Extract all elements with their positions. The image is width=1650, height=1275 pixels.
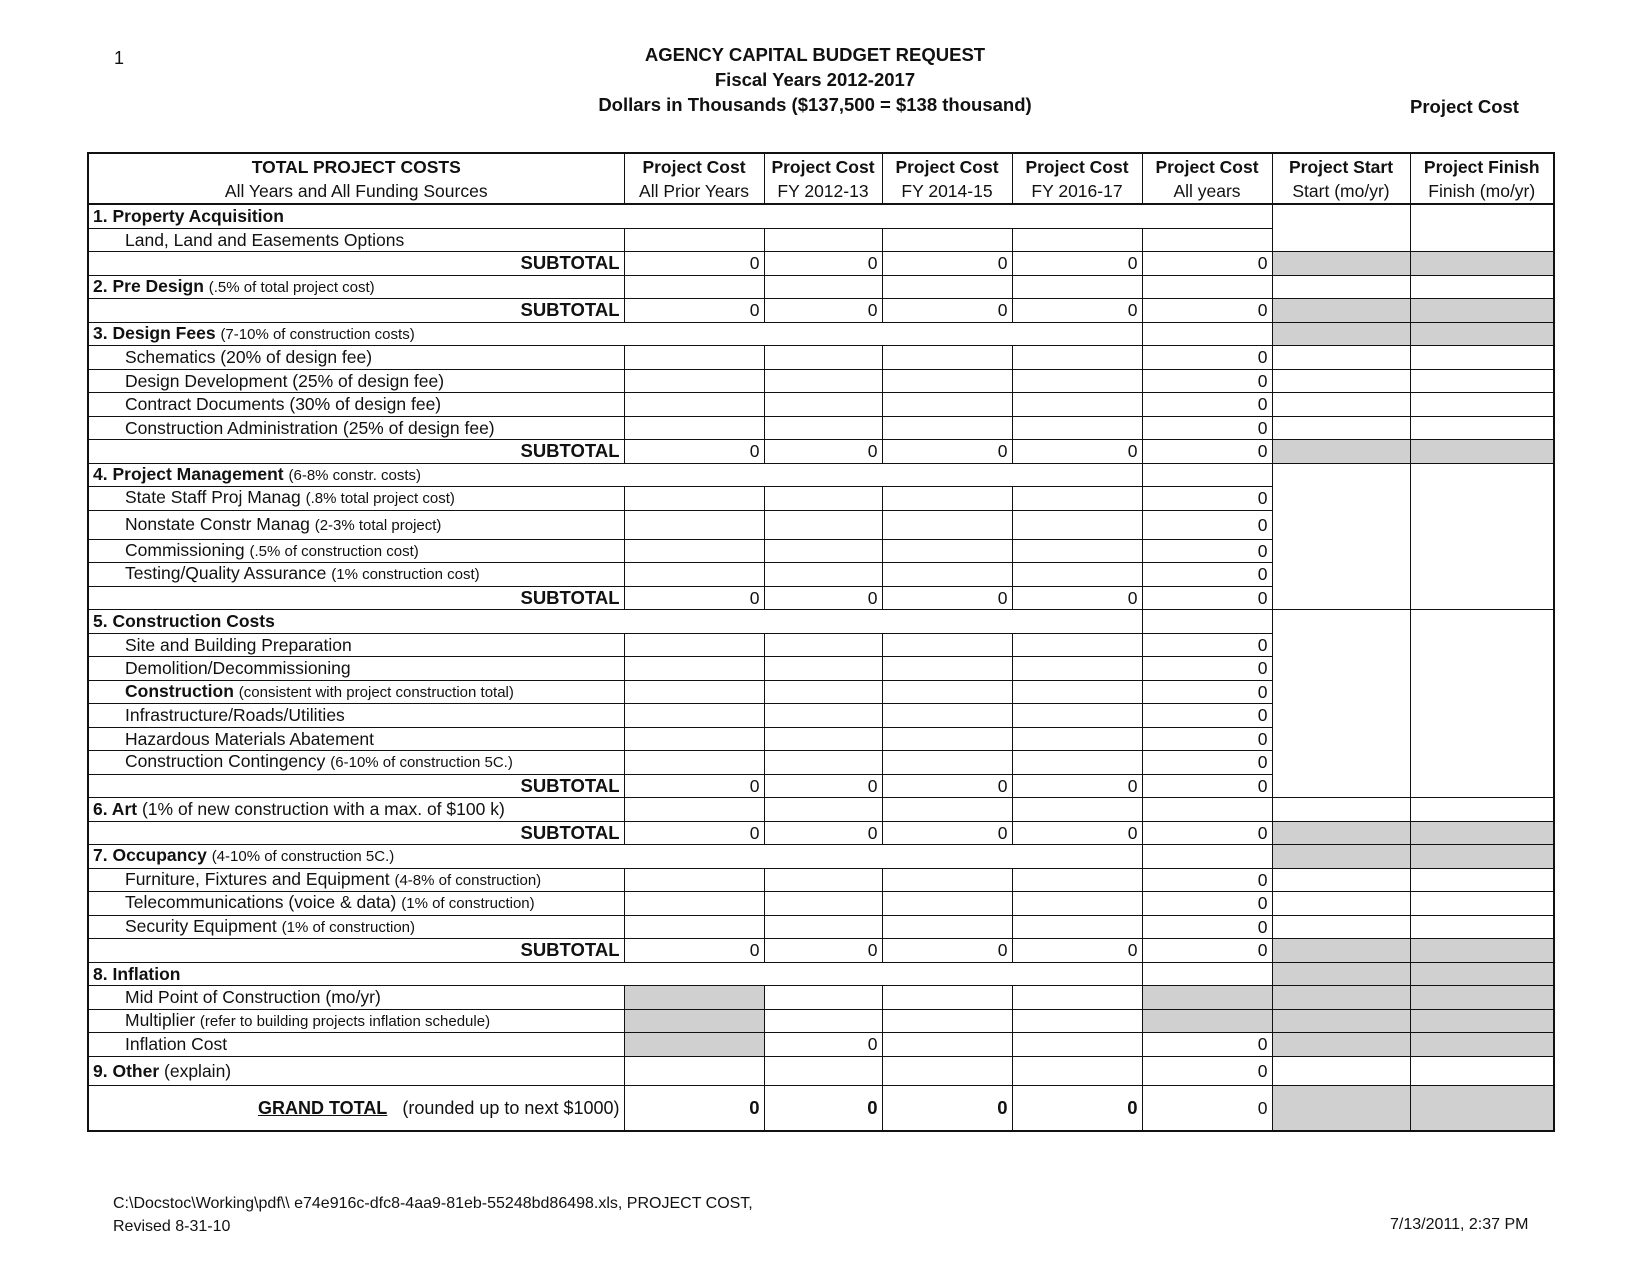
input-cell[interactable] [624,680,764,704]
input-cell[interactable] [624,798,764,822]
subtotal-row [88,252,1554,276]
input-cell[interactable] [624,704,764,728]
section-title: 2. Pre Design (.5% of total project cost) [88,275,624,299]
header-right-label: Project Cost [1410,96,1519,117]
table-row [88,369,1554,393]
value-cell: 0 [764,252,882,276]
input-cell[interactable] [1410,275,1554,299]
input-cell[interactable] [764,510,882,539]
input-cell[interactable] [764,393,882,417]
input-cell[interactable] [1410,915,1554,939]
input-cell[interactable] [882,1033,1012,1057]
input-cell[interactable] [1012,915,1142,939]
value-cell: 0 [1142,915,1272,939]
value-cell: 0 [764,821,882,845]
value-cell: 0 [624,252,764,276]
grand-total-value: 0 [1012,1085,1142,1131]
input-cell[interactable] [764,633,882,657]
section-header-row [88,845,1554,869]
section-header-row [88,322,1554,346]
section-header-row [88,610,1554,634]
section-title: 8. Inflation [88,962,1142,986]
input-cell[interactable] [882,868,1012,892]
input-cell[interactable] [764,346,882,370]
section-title: 6. Art (1% of new construction with a max. of $100 k) [88,798,624,822]
input-cell[interactable] [764,228,882,252]
input-cell[interactable] [1012,727,1142,751]
value-cell: 0 [624,939,764,963]
input-cell[interactable] [882,393,1012,417]
value-cell: 0 [764,939,882,963]
subtotal-row [88,299,1554,323]
section-title: 9. Other (explain) [88,1056,624,1085]
section-header-row [88,463,1554,487]
section-title: 7. Occupancy (4-10% of construction 5C.) [88,845,1142,869]
input-cell[interactable] [624,1056,764,1085]
input-cell[interactable] [624,892,764,916]
table-row [88,393,1554,417]
value-cell: 0 [1142,868,1272,892]
line-item-label: Testing/Quality Assurance (1% construction cost) [88,563,624,587]
line-item-label: Multiplier (refer to building projects inflation schedule) [88,1009,624,1033]
section-title: 3. Design Fees (7-10% of construction costs) [88,322,1142,346]
value-cell: 0 [1142,369,1272,393]
input-cell[interactable] [764,369,882,393]
input-cell[interactable] [624,369,764,393]
value-cell: 0 [882,939,1012,963]
footer-file-path: C:\Docstoc\Working\pdf\\ e74e916c-dfc8-4aa9-81eb-55248bd86498.xls, PROJECT COST, [113,1195,753,1212]
value-cell: 0 [1012,299,1142,323]
page-subtitle: Fiscal Years 2012-2017 [714,69,916,90]
input-cell[interactable] [764,986,882,1010]
header-cell: Project Cost FY 2012-13 [764,153,882,204]
input-cell[interactable] [882,798,1012,822]
input-cell[interactable] [1012,416,1142,440]
value-cell: 0 [624,821,764,845]
line-item-label: Site and Building Preparation [88,633,624,657]
value-cell: 0 [1142,1033,1272,1057]
value-cell: 0 [1142,680,1272,704]
budget-table [87,152,1555,1132]
input-cell[interactable] [1272,369,1410,393]
input-cell[interactable] [882,727,1012,751]
input-cell[interactable] [882,416,1012,440]
input-cell[interactable] [882,563,1012,587]
input-cell[interactable] [1410,892,1554,916]
input-cell[interactable] [1012,487,1142,511]
subtotal-label: SUBTOTAL [88,939,624,963]
input-cell[interactable] [1272,610,1410,798]
section-title: 5. Construction Costs [88,610,1142,634]
footer-revised: Revised 8-31-10 [113,1218,231,1235]
input-cell[interactable] [624,275,764,299]
input-cell[interactable] [764,563,882,587]
input-cell[interactable] [1012,798,1142,822]
value-cell: 0 [882,774,1012,798]
grand-total-value: 0 [1142,1085,1272,1131]
value-cell: 0 [764,299,882,323]
input-cell[interactable] [1272,1056,1410,1085]
input-cell[interactable] [624,539,764,563]
line-item-label: Inflation Cost [88,1033,624,1057]
input-cell[interactable] [1012,892,1142,916]
table-row [88,416,1554,440]
header-cell: Project Start Start (mo/yr) [1272,153,1410,204]
input-cell[interactable] [882,369,1012,393]
input-cell[interactable] [882,892,1012,916]
value-cell: 0 [882,821,1012,845]
section-header-row [88,798,1554,822]
input-cell[interactable] [882,915,1012,939]
input-cell[interactable] [1272,463,1410,610]
line-item-label: Telecommunications (voice & data) (1% of construction) [88,892,624,916]
line-item-label: Mid Point of Construction (mo/yr) [88,986,624,1010]
input-cell[interactable] [1272,275,1410,299]
line-item-label: Construction (consistent with project construction total) [88,680,624,704]
value-cell: 0 [764,586,882,610]
value-cell: 0 [1142,704,1272,728]
input-cell[interactable] [624,915,764,939]
subtotal-label: SUBTOTAL [88,299,624,323]
input-cell[interactable] [1410,610,1554,798]
input-cell[interactable] [624,393,764,417]
input-cell[interactable] [882,539,1012,563]
section-header-row [88,204,1554,228]
line-item-label: Schematics (20% of design fee) [88,346,624,370]
line-item-label: Infrastructure/Roads/Utilities [88,704,624,728]
input-cell[interactable] [882,228,1012,252]
value-cell: 0 [1142,563,1272,587]
page-number: 1 [114,48,125,68]
input-cell[interactable] [624,510,764,539]
value-cell: 0 [1142,892,1272,916]
header-cell: Project Cost FY 2014-15 [882,153,1012,204]
value-cell: 0 [1142,539,1272,563]
input-cell[interactable] [624,727,764,751]
header-cell: Project Cost All years [1142,153,1272,204]
input-cell[interactable] [764,680,882,704]
table-header-row [88,153,1554,204]
input-cell[interactable] [764,892,882,916]
input-cell[interactable] [624,657,764,681]
value-cell: 0 [1142,727,1272,751]
subtotal-label: SUBTOTAL [88,774,624,798]
input-cell[interactable] [764,798,882,822]
value-cell: 0 [1142,440,1272,464]
header-cell: TOTAL PROJECT COSTS All Years and All Funding Sources [88,153,624,204]
subtotal-row [88,821,1554,845]
input-cell[interactable] [1012,369,1142,393]
input-cell[interactable] [1272,393,1410,417]
value-cell: 0 [882,252,1012,276]
line-item-label: Construction Contingency (6-10% of construction 5C.) [88,751,624,775]
input-cell[interactable] [624,346,764,370]
value-cell: 0 [1142,487,1272,511]
grand-total-value: 0 [882,1085,1012,1131]
value-cell: 0 [1012,939,1142,963]
input-cell[interactable] [624,868,764,892]
input-cell[interactable] [764,751,882,775]
input-cell[interactable] [1012,633,1142,657]
input-cell[interactable] [1012,563,1142,587]
line-item-label: Design Development (25% of design fee) [88,369,624,393]
value-cell: 0 [1142,252,1272,276]
input-cell[interactable] [882,487,1012,511]
input-cell[interactable] [1142,275,1272,299]
value-cell: 0 [882,586,1012,610]
input-cell[interactable] [1410,416,1554,440]
section-title: 4. Project Management (6-8% constr. costs) [88,463,1142,487]
value-cell: 0 [624,299,764,323]
input-cell[interactable] [1012,393,1142,417]
input-cell[interactable] [1012,346,1142,370]
value-cell: 0 [1142,416,1272,440]
value-cell: 0 [1142,393,1272,417]
value-cell: 0 [1142,657,1272,681]
input-cell[interactable] [1012,1056,1142,1085]
input-cell[interactable] [1012,680,1142,704]
input-cell[interactable] [882,275,1012,299]
line-item-label: Hazardous Materials Abatement [88,727,624,751]
input-cell[interactable] [882,346,1012,370]
value-cell: 0 [882,299,1012,323]
input-cell[interactable] [764,704,882,728]
header-cell: Project Cost All Prior Years [624,153,764,204]
input-cell[interactable] [624,633,764,657]
input-cell[interactable] [1012,986,1142,1010]
input-cell[interactable] [1012,868,1142,892]
section-header-row [88,275,1554,299]
input-cell[interactable] [764,868,882,892]
input-cell[interactable] [1272,346,1410,370]
value-cell: 0 [1142,1056,1272,1085]
value-cell: 0 [1012,252,1142,276]
value-cell: 0 [1142,821,1272,845]
input-cell[interactable] [1012,657,1142,681]
value-cell: 0 [624,586,764,610]
subtotal-label: SUBTOTAL [88,440,624,464]
line-item-label: Construction Administration (25% of design fee) [88,416,624,440]
value-cell: 0 [1012,821,1142,845]
input-cell[interactable] [882,751,1012,775]
input-cell[interactable] [1410,1056,1554,1085]
input-cell[interactable] [764,1056,882,1085]
grand-total-row [88,1085,1554,1131]
input-cell[interactable] [1012,510,1142,539]
input-cell[interactable] [882,1009,1012,1033]
input-cell[interactable] [764,416,882,440]
input-cell[interactable] [1272,416,1410,440]
value-cell: 0 [882,440,1012,464]
input-cell[interactable] [1272,868,1410,892]
value-cell: 0 [764,774,882,798]
grand-total-value: 0 [624,1085,764,1131]
header-cell: Project Finish Finish (mo/yr) [1410,153,1554,204]
value-cell: 0 [1012,774,1142,798]
input-cell[interactable] [882,657,1012,681]
input-cell[interactable] [882,633,1012,657]
input-cell[interactable] [764,539,882,563]
input-cell[interactable] [1410,346,1554,370]
value-cell: 0 [624,774,764,798]
header-cell: Project Cost FY 2016-17 [1012,153,1142,204]
line-item-label: Commissioning (.5% of construction cost) [88,539,624,563]
input-cell[interactable] [764,727,882,751]
input-cell[interactable] [764,487,882,511]
table-row [88,868,1554,892]
input-cell[interactable] [764,1009,882,1033]
table-row [88,346,1554,370]
value-cell: 0 [1142,774,1272,798]
input-cell[interactable] [1012,704,1142,728]
line-item-label: Land, Land and Easements Options [88,228,624,252]
value-cell: 0 [1142,510,1272,539]
input-cell[interactable] [1012,751,1142,775]
input-cell[interactable] [1142,228,1272,252]
subtotal-label: SUBTOTAL [88,821,624,845]
value-cell: 0 [1142,346,1272,370]
line-item-label: Demolition/Decommissioning [88,657,624,681]
table-row [88,915,1554,939]
value-cell: 0 [1012,440,1142,464]
input-cell[interactable] [624,487,764,511]
input-cell[interactable] [882,986,1012,1010]
input-cell[interactable] [1410,463,1554,610]
input-cell[interactable] [1272,915,1410,939]
input-cell[interactable] [1012,539,1142,563]
input-cell[interactable] [624,416,764,440]
table-row [88,986,1554,1010]
value-cell: 0 [1142,633,1272,657]
line-item-label: Nonstate Constr Manag (2-3% total project) [88,510,624,539]
page-title: AGENCY CAPITAL BUDGET REQUEST [644,44,986,65]
subtotal-row [88,939,1554,963]
line-item-label: Furniture, Fixtures and Equipment (4-8% of construction) [88,868,624,892]
value-cell: 0 [1142,299,1272,323]
input-cell[interactable] [1012,1009,1142,1033]
input-cell[interactable] [764,657,882,681]
input-cell[interactable] [1272,798,1410,822]
input-cell[interactable] [1012,228,1142,252]
value-cell: 0 [624,440,764,464]
section-header-row [88,962,1554,986]
input-cell[interactable] [764,915,882,939]
input-cell[interactable] [1272,892,1410,916]
input-cell[interactable] [882,704,1012,728]
input-cell[interactable] [1410,868,1554,892]
line-item-label: State Staff Proj Manag (.8% total project cost) [88,487,624,511]
grand-total-label: GRAND TOTAL (rounded up to next $1000) [88,1085,624,1131]
input-cell[interactable] [624,228,764,252]
value-cell: 0 [1142,586,1272,610]
line-item-label: Security Equipment (1% of construction) [88,915,624,939]
section-header-row [88,1056,1554,1085]
section-title: 1. Property Acquisition [88,204,1272,228]
value-cell: 0 [1142,751,1272,775]
units-note: Dollars in Thousands ($137,500 = $138 thousand) [598,94,1032,115]
table-row [88,892,1554,916]
value-cell: 0 [1012,586,1142,610]
input-cell[interactable] [1410,369,1554,393]
input-cell[interactable] [882,680,1012,704]
grand-total-value: 0 [764,1085,882,1131]
input-cell[interactable] [1012,275,1142,299]
input-cell[interactable] [882,510,1012,539]
subtotal-row [88,440,1554,464]
subtotal-label: SUBTOTAL [88,252,624,276]
value-cell: 0 [1142,939,1272,963]
table-row [88,1033,1554,1057]
input-cell[interactable] [1410,798,1554,822]
subtotal-label: SUBTOTAL [88,586,624,610]
input-cell[interactable] [764,275,882,299]
value-cell: 0 [764,440,882,464]
line-item-label: Contract Documents (30% of design fee) [88,393,624,417]
value-cell: 0 [764,1033,882,1057]
input-cell[interactable] [882,1056,1012,1085]
input-cell[interactable] [624,751,764,775]
table-row [88,1009,1554,1033]
input-cell[interactable] [624,563,764,587]
footer-timestamp: 7/13/2011, 2:37 PM [1390,1216,1529,1233]
input-cell[interactable] [1410,393,1554,417]
input-cell[interactable] [1012,1033,1142,1057]
input-cell[interactable] [1142,798,1272,822]
